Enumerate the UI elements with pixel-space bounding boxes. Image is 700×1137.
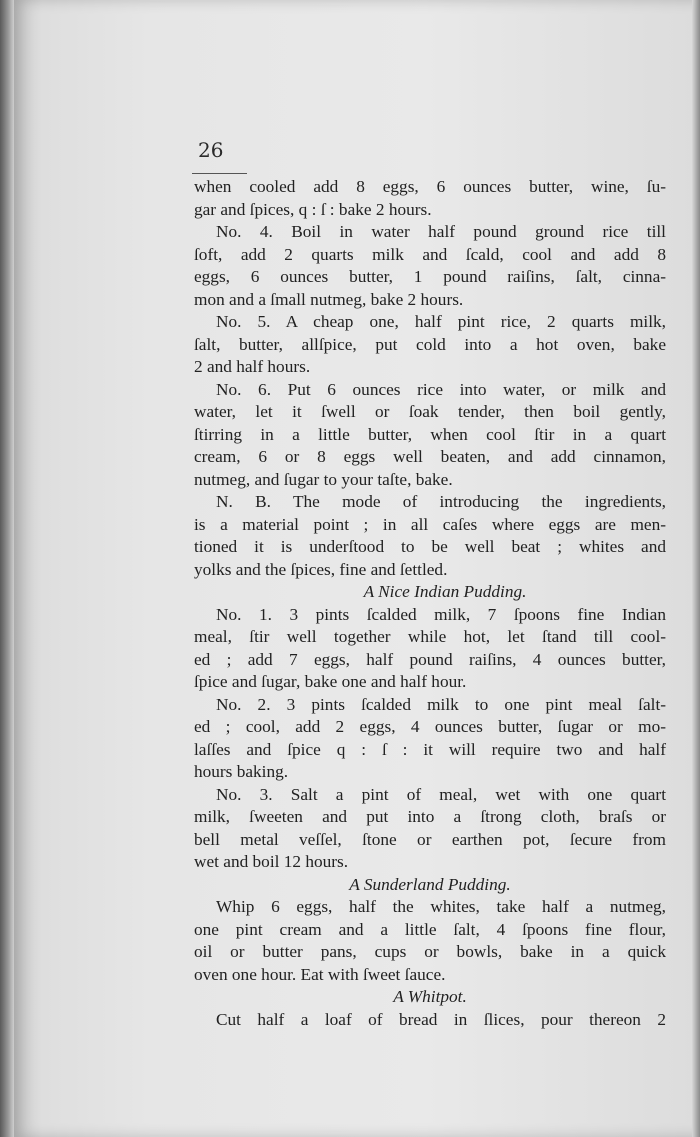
text-line: ſtirring in a little butter, when cool ſtir in a quart [194,424,666,444]
recipe-heading: A Nice Indian Pudding. [363,582,527,601]
text-line: No. 3. Salt a pint of meal, wet with one quart [216,784,666,804]
text-line: ed ; cool, add 2 eggs, 4 ounces butter, ſugar or mo- [194,717,666,736]
page-number: 26 [198,138,224,162]
text-line: wet and boil 12 hours. [194,852,349,871]
text-line: laſſes and ſpice q : ſ : it will require two and half [194,739,666,759]
page-edge-left [0,0,14,1137]
header-rule [192,173,247,174]
text-line: gar and ſpices, q : ſ : bake 2 hours. [194,199,432,219]
recipe-heading: A Whitpot. [393,987,467,1006]
text-line: ſalt, butter, allſpice, put cold into a hot oven, bake [194,334,666,354]
text-line: No. 4. Boil in water half pound ground rice till [216,222,666,241]
text-line: ſpice and ſugar, bake one and half hour. [194,672,467,691]
text-line: bell metal veſſel, ſtone or earthen pot, ſecure from [194,829,666,849]
text-line: oil or butter pans, cups or bowls, bake in a quick [194,942,666,961]
text-line: oven one hour. Eat with ſweet ſauce. [194,964,446,984]
text-line: when cooled add 8 eggs, 6 ounces butter, wine, ſu- [194,177,666,196]
text-line: No. 6. Put 6 ounces rice into water, or milk and [216,379,666,399]
text-line: ed ; add 7 eggs, half pound raiſins, 4 ounces butter, [194,649,666,669]
text-line: milk, ſweeten and put into a ſtrong cloth, braſs or [194,807,666,826]
text-line: one pint cream and a little ſalt, 4 ſpoons fine flour, [194,919,666,939]
text-line: No. 2. 3 pints ſcalded milk to one pint meal ſalt- [216,694,666,714]
text-line: meal, ſtir well together while hot, let ſtand till cool- [194,627,666,646]
text-line: water, let it ſwell or ſoak tender, then boil gently, [194,402,666,421]
text-line: Cut half a loaf of bread in ſlices, pour thereon 2 [216,1009,666,1029]
text-line: tioned it is underſtood to be well beat ; whites and [194,537,666,556]
text-line: yolks and the ſpices, fine and ſettled. [194,559,448,579]
text-line: nutmeg, and ſugar to your taſte, bake. [194,469,453,489]
body-text [194,176,666,1031]
text-line: ſoft, add 2 quarts milk and ſcald, cool and add 8 [194,244,666,264]
text-line: 2 and half hours. [194,357,311,376]
recipe-heading: A Sunderland Pudding. [349,874,511,894]
book-page [14,0,700,1137]
text-line: Whip 6 eggs, half the whites, take half a nutmeg, [216,897,666,916]
text-line: eggs, 6 ounces butter, 1 pound raiſins, ſalt, cinna- [194,267,666,286]
text-line: mon and a ſmall nutmeg, bake 2 hours. [194,289,464,309]
text-line: cream, 6 or 8 eggs well beaten, and add cinnamon, [194,447,666,466]
text-line: N. B. The mode of introducing the ingredients, [216,492,666,511]
text-line: No. 5. A cheap one, half pint rice, 2 quarts milk, [216,312,666,331]
text-line: No. 1. 3 pints ſcalded milk, 7 ſpoons fine Indian [216,604,666,624]
text-line: hours baking. [194,762,289,781]
page-edge-right [692,0,700,1137]
text-line: is a material point ; in all caſes where eggs are men- [194,514,666,534]
